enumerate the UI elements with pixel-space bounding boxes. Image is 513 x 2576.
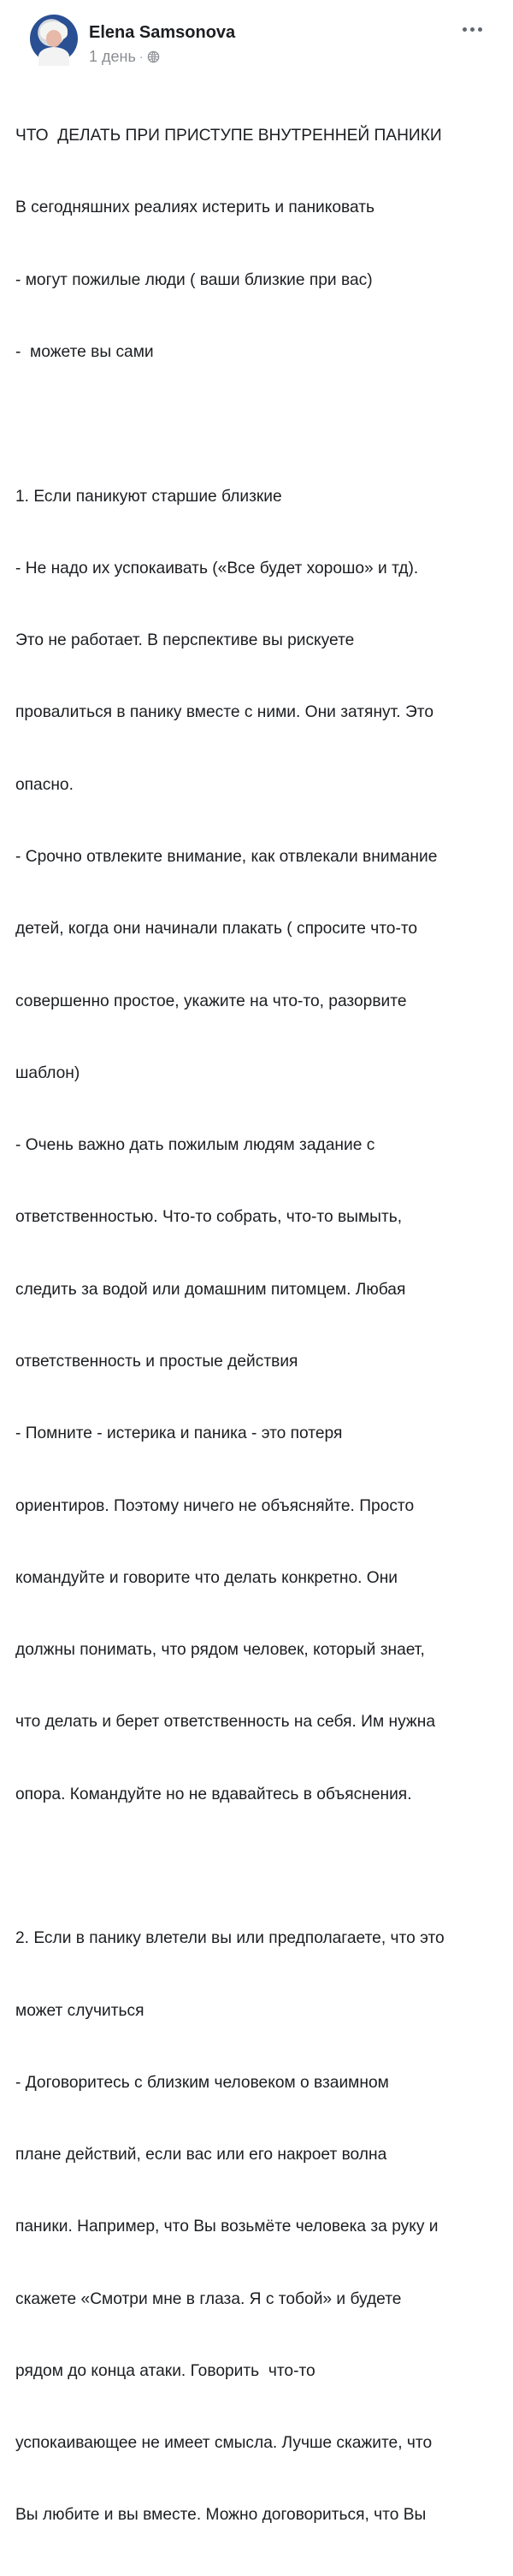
post-line: паники. Например, что Вы возьмёте человека за руку и [15,2218,439,2236]
post-line: успокаивающее не имеет смысла. Лучше скажите, что [15,2434,433,2453]
post-line: детей, когда они начинали плакать ( спросите что-то [15,920,418,939]
blank-line [15,1855,503,1879]
more-dot [463,27,467,32]
post-line: должны понимать, что рядом человек, который знает, [15,1641,425,1660]
post-line: рядом до конца атаки. Говорить что-то [15,2361,315,2380]
post-line: - Не надо их успокаивать («Все будет хорошо» и тд). [15,559,419,577]
post-line: - Срочно отвлеките внимание, как отвлекали внимание [15,848,438,866]
post-time[interactable]: 1 день [89,47,136,65]
blank-line [15,412,503,436]
post-line: опасно. [15,775,74,794]
post-line: - можете вы сами [15,343,154,362]
post-header [15,0,499,75]
post-line: Вы любите и вы вместе. Можно договориться, что Вы [15,2506,427,2525]
author-avatar[interactable] [30,15,78,62]
more-dot [478,27,482,32]
post-line: 2. Если в панику влетели вы или предполагаете, что это [15,1929,445,1948]
post-line: шаблон) [15,1063,80,1082]
post-line: - могут пожилые люди ( ваши близкие при вас) [15,270,373,289]
post-line: ответственностью. Что-то собрать, что-то вымыть, [15,1208,403,1227]
post-line: ответственность и простые действия [15,1352,298,1371]
post-line: плане действий, если вас или его накроет волна [15,2146,387,2164]
more-options-button[interactable] [458,19,486,39]
avatar-body [38,47,69,66]
post-line: Это не работает. В перспективе вы рискуете [15,631,355,650]
post-line: - Помните - истерика и паника - это потеря [15,1424,343,1443]
post-line: следить за водой или домашним питомцем. Любая [15,1280,406,1299]
post-line: ЧТО ДЕЛАТЬ ПРИ ПРИСТУПЕ ВНУТРЕННЕЙ ПАНИКИ [15,127,442,145]
post-line: провалиться в панику вместе с ними. Они затянут. Это [15,703,433,722]
post-line: может случиться [15,2001,144,2020]
post-meta [89,46,160,67]
globe-icon[interactable] [147,50,160,63]
post-line: 1. Если паникуют старшие близкие [15,487,282,506]
post-line: В сегодняшних реалиях истерить и паниковать [15,198,375,217]
post-line: скажете «Смотри мне в глаза. Я с тобой» и будете [15,2289,402,2308]
post-line: командуйте и говорите что делать конкретно. Они [15,1568,398,1587]
author-name[interactable]: Elena Samsonova [89,23,236,42]
post-line: совершенно простое, укажите на что-то, разорвите [15,992,407,1010]
post-line: - Договоритесь с близким человеком о взаимном [15,2073,389,2092]
more-dot [470,27,475,32]
avatar-face [46,30,62,47]
meta-separator: · [139,50,144,63]
post-line: что делать и берет ответственность на себя. Им нужна [15,1713,435,1732]
post-line: - Очень важно дать пожилым людям задание с [15,1136,375,1155]
post-line: ориентиров. Поэтому ничего не объясняйте. Просто [15,1496,415,1515]
post-body [15,76,503,2576]
post-line: опора. Командуйте но не вдавайтесь в объяснения. [15,1785,412,1803]
